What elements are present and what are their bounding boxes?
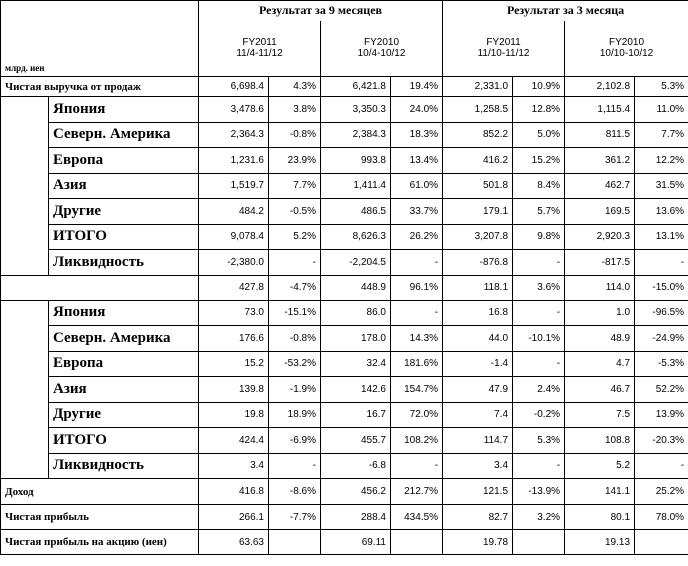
value-cell: 1,115.4 [565,97,635,123]
income-total-row [1,275,688,300]
value-cell: 2,384.3 [321,122,391,148]
value-cell: 46.7 [565,377,635,403]
value-cell: 141.1 [565,479,635,505]
value-cell: 811.5 [565,122,635,148]
value-cell: 139.8 [199,377,269,403]
region-label: Европа [49,148,199,174]
value-cell: -6.8 [321,453,391,479]
change-cell: 3.2% [513,505,565,530]
value-cell: 73.0 [199,300,269,326]
region-label: Северн. Америка [49,326,199,352]
value-cell: 19.78 [443,530,513,555]
value-cell: 19.8 [199,402,269,428]
change-cell: 12.2% [635,148,688,174]
value-cell: 5.2 [565,453,635,479]
period-title: Результат за 3 месяца [443,1,688,21]
header-period-row [1,1,688,21]
region-label: Япония [49,97,199,123]
value-cell: 484.2 [199,199,269,225]
region-label: ИТОГО [49,224,199,250]
value-cell: 16.8 [443,300,513,326]
value-cell: 15.2 [199,351,269,377]
value-cell: 448.9 [321,275,391,300]
change-cell: - [513,351,565,377]
sales-region-row [1,199,688,225]
value-cell: 1,519.7 [199,173,269,199]
region-label: Ликвидность [49,250,199,276]
value-cell: 455.7 [321,428,391,454]
change-cell: - [269,250,321,276]
value-cell: 63.63 [199,530,269,555]
unit-label: млрд. иен [1,21,199,77]
sales-region-row [1,224,688,250]
change-cell: 10.9% [513,77,565,97]
change-cell: 25.2% [635,479,688,505]
change-cell: -53.2% [269,351,321,377]
change-cell: 9.8% [513,224,565,250]
change-cell: 5.3% [513,428,565,454]
change-cell: 96.1% [391,275,443,300]
region-label: ИТОГО [49,428,199,454]
change-cell: -0.8% [269,122,321,148]
value-cell: 1,231.6 [199,148,269,174]
change-cell [269,530,321,555]
fiscal-period-range: 11/10-11/12 [477,48,530,60]
value-cell: 80.1 [565,505,635,530]
row-label: Чистая прибыль [1,505,199,530]
value-cell: 9,078.4 [199,224,269,250]
value-cell: 456.2 [321,479,391,505]
value-cell: 114.0 [565,275,635,300]
change-cell: -0.2% [513,402,565,428]
change-cell: 23.9% [269,148,321,174]
change-cell: -0.8% [269,326,321,352]
value-cell: 2,920.3 [565,224,635,250]
change-cell: 61.0% [391,173,443,199]
change-cell: 7.7% [269,173,321,199]
value-cell: 993.8 [321,148,391,174]
value-cell: 108.8 [565,428,635,454]
value-cell: 6,698.4 [199,77,269,97]
value-cell: 118.1 [443,275,513,300]
summary-row [1,505,688,530]
change-cell: 78.0% [635,505,688,530]
value-cell: 266.1 [199,505,269,530]
value-cell: 486.5 [321,199,391,225]
change-cell: - [391,453,443,479]
value-cell: 48.9 [565,326,635,352]
value-cell: -2,380.0 [199,250,269,276]
region-label: Европа [49,351,199,377]
value-cell: 3,478.6 [199,97,269,123]
row-label: Чистая выручка от продаж [1,77,199,97]
row-label: Чистая прибыль на акцию (иен) [1,530,199,555]
fiscal-year-header [321,21,443,77]
region-label: Япония [49,300,199,326]
change-cell: - [391,250,443,276]
header-corner [1,1,199,21]
region-label: Азия [49,173,199,199]
sales-region-row [1,122,688,148]
change-cell: 434.5% [391,505,443,530]
value-cell: 7.4 [443,402,513,428]
value-cell: 44.0 [443,326,513,352]
change-cell: 11.0% [635,97,688,123]
value-cell: 19.13 [565,530,635,555]
fiscal-period-range: 10/4-10/12 [357,48,406,60]
change-cell: -0.5% [269,199,321,225]
change-cell: 52.2% [635,377,688,403]
change-cell: 212.7% [391,479,443,505]
income-region-row [1,377,688,403]
fiscal-year-label: FY2010 [609,37,645,49]
change-cell: 15.2% [513,148,565,174]
change-cell: 14.3% [391,326,443,352]
change-cell: 181.6% [391,351,443,377]
fiscal-period-range: 10/10-10/12 [599,48,654,60]
value-cell: 69.11 [321,530,391,555]
sales-region-row [1,173,688,199]
income-region-row [1,453,688,479]
value-cell: 2,364.3 [199,122,269,148]
value-cell: 4.7 [565,351,635,377]
change-cell [391,530,443,555]
fiscal-period-range: 11/4-11/12 [236,48,283,60]
change-cell: -6.9% [269,428,321,454]
value-cell: -876.8 [443,250,513,276]
region-label: Азия [49,377,199,403]
value-cell: 3,350.3 [321,97,391,123]
value-cell: 416.8 [199,479,269,505]
change-cell: 108.2% [391,428,443,454]
value-cell: 142.6 [321,377,391,403]
value-cell: 179.1 [443,199,513,225]
value-cell: 427.8 [199,275,269,300]
value-cell: 416.2 [443,148,513,174]
change-cell: - [391,300,443,326]
change-cell: -4.7% [269,275,321,300]
change-cell: 12.8% [513,97,565,123]
income-region-row [1,402,688,428]
value-cell: 852.2 [443,122,513,148]
fiscal-year-header [443,21,565,77]
value-cell: 501.8 [443,173,513,199]
value-cell: 3.4 [199,453,269,479]
value-cell: 47.9 [443,377,513,403]
change-cell: 3.6% [513,275,565,300]
change-cell: -15.1% [269,300,321,326]
change-cell: 18.9% [269,402,321,428]
change-cell: 5.3% [635,77,688,97]
value-cell: 169.5 [565,199,635,225]
income-region-row [1,428,688,454]
change-cell: -7.7% [269,505,321,530]
value-cell: 16.7 [321,402,391,428]
value-cell: 82.7 [443,505,513,530]
value-cell: 424.4 [199,428,269,454]
income-region-row [1,326,688,352]
change-cell: 5.0% [513,122,565,148]
value-cell: 32.4 [321,351,391,377]
region-label: Северн. Америка [49,122,199,148]
value-cell: 3,207.8 [443,224,513,250]
change-cell: - [635,453,688,479]
change-cell: - [635,250,688,276]
change-cell: 3.8% [269,97,321,123]
value-cell: -1.4 [443,351,513,377]
change-cell: 24.0% [391,97,443,123]
change-cell: - [513,250,565,276]
summary-row [1,530,688,555]
sales-region-row [1,97,688,123]
change-cell: 2.4% [513,377,565,403]
value-cell: 6,421.8 [321,77,391,97]
change-cell: 13.6% [635,199,688,225]
fiscal-year-header [199,21,321,77]
value-cell: 1.0 [565,300,635,326]
change-cell: 72.0% [391,402,443,428]
change-cell: -5.3% [635,351,688,377]
change-cell: -96.5% [635,300,688,326]
change-cell: -15.0% [635,275,688,300]
change-cell: 19.4% [391,77,443,97]
change-cell: 7.7% [635,122,688,148]
region-label: Другие [49,402,199,428]
value-cell: 121.5 [443,479,513,505]
change-cell: 154.7% [391,377,443,403]
value-cell: 2,102.8 [565,77,635,97]
summary-row [1,479,688,505]
income-region-row [1,351,688,377]
change-cell: 13.4% [391,148,443,174]
indent-cell [1,97,49,276]
value-cell: 7.5 [565,402,635,428]
change-cell: -20.3% [635,428,688,454]
value-cell: 1,411.4 [321,173,391,199]
header-fy-row [1,21,688,77]
change-cell: - [513,453,565,479]
fiscal-year-label: FY2011 [242,37,277,49]
region-label: Ликвидность [49,453,199,479]
period-title: Результат за 9 месяцев [199,1,443,21]
change-cell: - [513,300,565,326]
change-cell: 5.7% [513,199,565,225]
sales-total-row [1,77,688,97]
sales-region-row [1,250,688,276]
change-cell: -10.1% [513,326,565,352]
row-label: Доход [1,479,199,505]
row-label [1,275,199,300]
change-cell: 26.2% [391,224,443,250]
change-cell: 5.2% [269,224,321,250]
change-cell: 8.4% [513,173,565,199]
indent-cell [1,300,49,479]
change-cell: 33.7% [391,199,443,225]
change-cell: 18.3% [391,122,443,148]
value-cell: 176.6 [199,326,269,352]
value-cell: 3.4 [443,453,513,479]
change-cell: -24.9% [635,326,688,352]
change-cell [635,530,688,555]
fiscal-year-label: FY2011 [486,37,521,49]
value-cell: 178.0 [321,326,391,352]
change-cell: -8.6% [269,479,321,505]
region-label: Другие [49,199,199,225]
fiscal-year-header [565,21,688,77]
sales-region-row [1,148,688,174]
income-region-row [1,300,688,326]
change-cell: - [269,453,321,479]
value-cell: 288.4 [321,505,391,530]
value-cell: -817.5 [565,250,635,276]
value-cell: 462.7 [565,173,635,199]
value-cell: 114.7 [443,428,513,454]
fiscal-year-label: FY2010 [364,37,400,49]
value-cell: 86.0 [321,300,391,326]
change-cell: 13.9% [635,402,688,428]
change-cell: 4.3% [269,77,321,97]
change-cell: 13.1% [635,224,688,250]
change-cell: 31.5% [635,173,688,199]
change-cell: -13.9% [513,479,565,505]
value-cell: 2,331.0 [443,77,513,97]
value-cell: 8,626.3 [321,224,391,250]
value-cell: 361.2 [565,148,635,174]
value-cell: -2,204.5 [321,250,391,276]
value-cell: 1,258.5 [443,97,513,123]
change-cell: -1.9% [269,377,321,403]
change-cell [513,530,565,555]
